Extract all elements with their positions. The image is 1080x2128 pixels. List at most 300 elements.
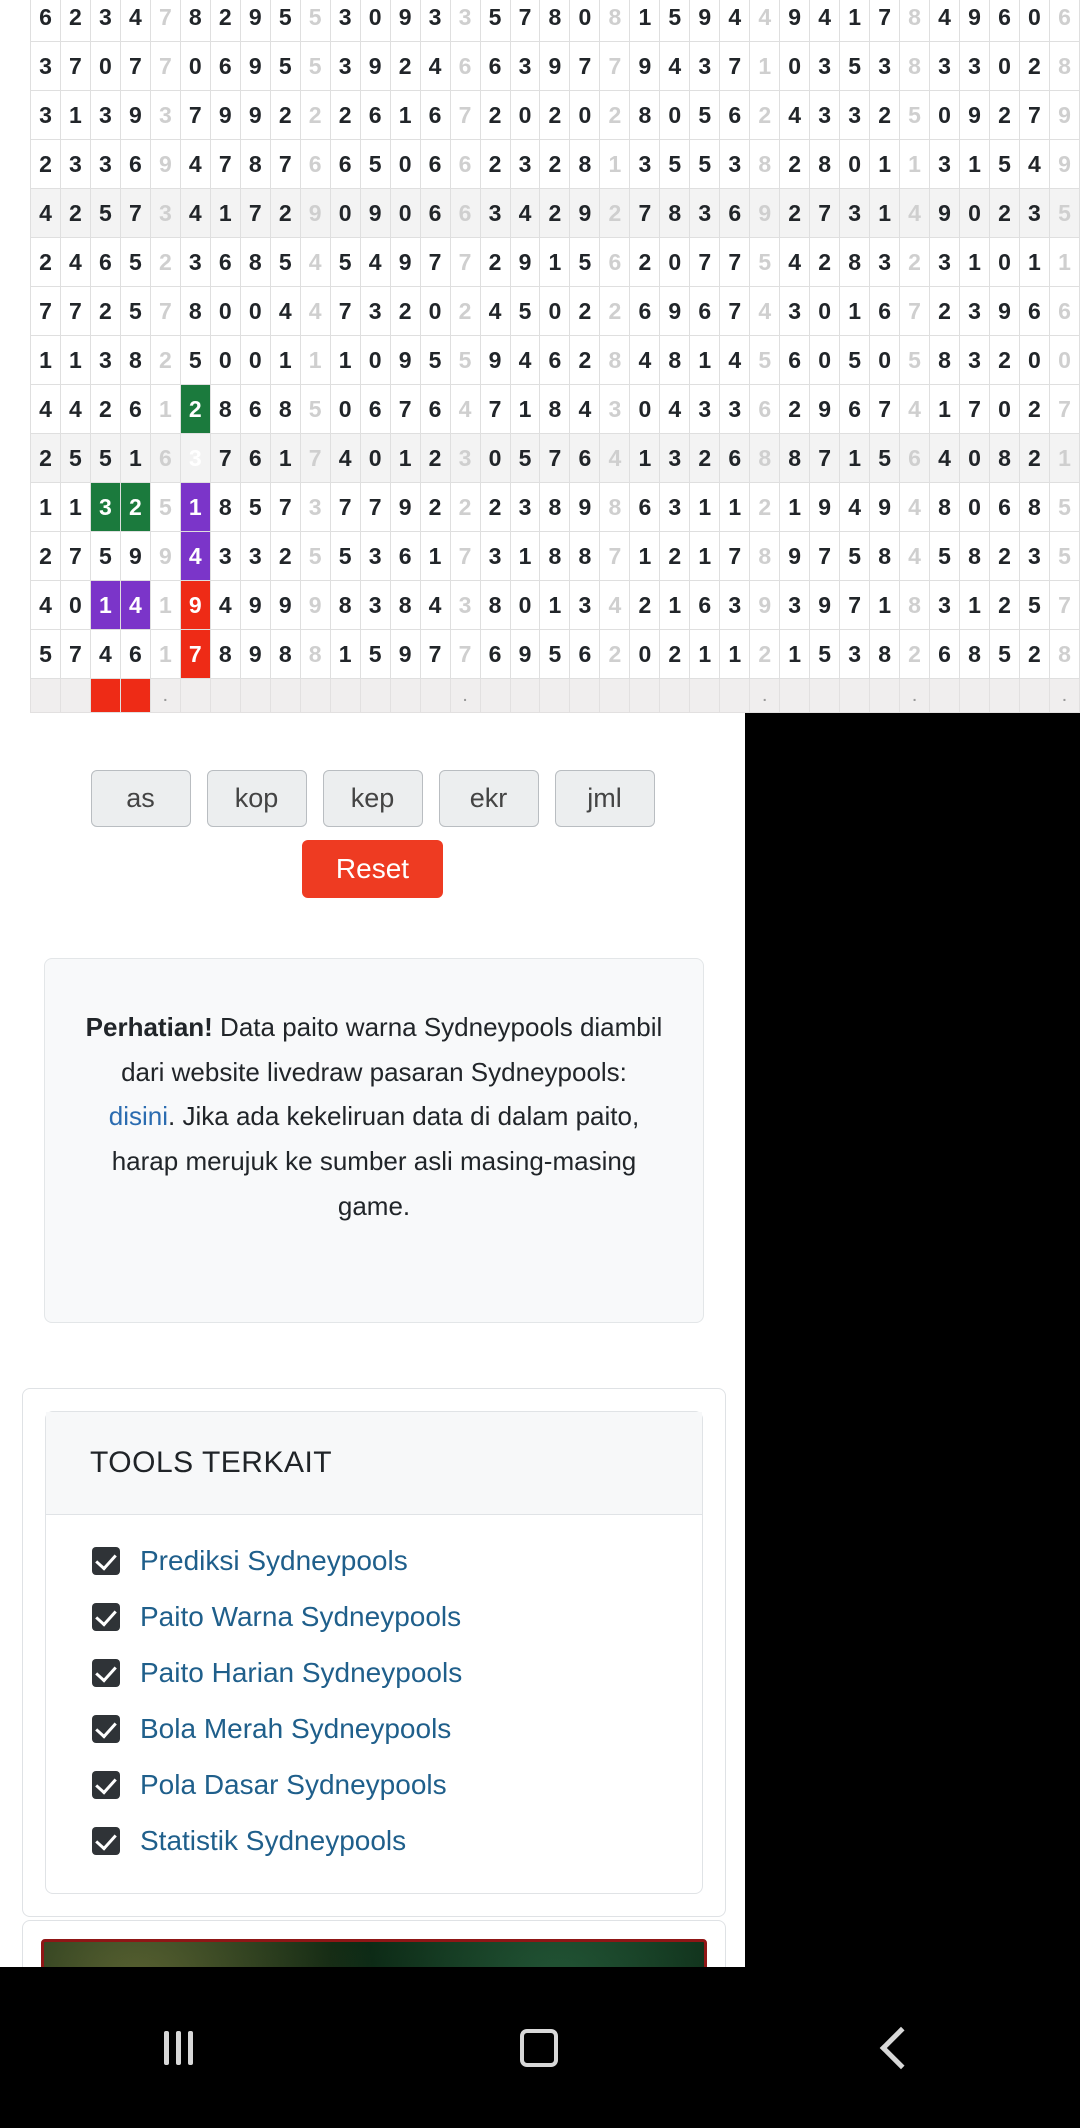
paito-cell[interactable]: 3 [420,0,450,42]
paito-cell[interactable]: 6 [240,385,270,434]
paito-cell[interactable]: 3 [720,581,750,630]
paito-cell[interactable]: 1 [930,385,960,434]
paito-cell[interactable] [990,679,1020,713]
paito-cell[interactable]: 2 [1019,630,1049,679]
paito-cell[interactable] [960,679,990,713]
paito-cell[interactable] [630,679,660,713]
paito-cell[interactable]: 4 [60,385,90,434]
paito-cell[interactable]: 9 [120,532,150,581]
paito-cell[interactable]: 7 [31,287,61,336]
paito-cell[interactable] [60,679,90,713]
paito-cell[interactable]: 5 [510,287,540,336]
paito-cell[interactable]: 3 [960,287,990,336]
paito-cell[interactable] [930,679,960,713]
paito-cell[interactable]: 0 [630,385,660,434]
paito-cell[interactable]: 0 [180,42,210,91]
paito-cell[interactable]: 1 [540,238,570,287]
paito-cell[interactable]: 6 [570,434,600,483]
paito-cell[interactable]: 5 [300,0,330,42]
paito-cell[interactable]: 9 [390,0,420,42]
paito-table-container[interactable] [30,0,1080,713]
paito-cell[interactable]: 4 [450,385,480,434]
paito-cell[interactable]: 9 [570,483,600,532]
paito-cell[interactable]: 6 [990,483,1020,532]
tool-list-item[interactable] [46,1533,702,1589]
paito-cell[interactable]: 1 [870,140,900,189]
paito-cell[interactable]: 3 [930,42,960,91]
paito-cell[interactable]: 2 [930,287,960,336]
paito-cell[interactable]: 2 [780,189,810,238]
paito-cell[interactable]: 9 [510,238,540,287]
paito-cell[interactable]: 5 [360,140,390,189]
paito-cell[interactable]: 0 [960,189,990,238]
paito-cell[interactable]: 8 [270,385,300,434]
paito-cell[interactable]: 6 [210,42,240,91]
paito-cell[interactable]: 6 [480,630,510,679]
paito-cell[interactable]: 0 [570,0,600,42]
paito-cell[interactable]: 7 [1019,91,1049,140]
paito-cell[interactable]: 4 [480,287,510,336]
paito-cell[interactable]: 3 [720,140,750,189]
paito-cell[interactable]: 5 [900,336,930,385]
paito-cell[interactable]: 5 [750,238,780,287]
paito-cell[interactable]: 5 [300,532,330,581]
paito-cell[interactable]: 4 [510,336,540,385]
paito-cell[interactable]: 6 [120,630,150,679]
paito-cell[interactable]: 8 [900,42,930,91]
paito-cell[interactable]: 3 [870,238,900,287]
paito-cell[interactable]: 7 [900,287,930,336]
paito-cell[interactable]: 9 [510,630,540,679]
paito-cell[interactable]: 8 [810,140,840,189]
paito-cell[interactable]: 9 [240,91,270,140]
paito-cell[interactable]: 6 [1049,287,1079,336]
paito-cell[interactable]: 6 [330,140,360,189]
paito-cell[interactable] [180,679,210,713]
paito-cell[interactable]: 4 [180,140,210,189]
paito-cell[interactable]: 7 [720,238,750,287]
paito-cell[interactable]: 6 [120,385,150,434]
paito-cell[interactable]: 1 [150,630,180,679]
paito-cell[interactable]: 3 [510,483,540,532]
paito-cell[interactable]: 3 [690,189,720,238]
paito-cell[interactable]: 1 [270,336,300,385]
paito-cell[interactable]: 1 [180,483,210,532]
paito-cell[interactable]: 0 [660,238,690,287]
paito-cell[interactable]: 5 [300,42,330,91]
paito-cell[interactable]: 9 [240,0,270,42]
paito-cell[interactable]: 2 [600,630,630,679]
paito-cell[interactable]: 6 [450,189,480,238]
paito-cell[interactable]: 8 [240,140,270,189]
paito-cell[interactable]: 9 [990,287,1020,336]
paito-cell[interactable]: 3 [510,140,540,189]
paito-cell[interactable]: 9 [480,336,510,385]
tool-list-item[interactable] [46,1813,702,1869]
paito-cell[interactable]: 4 [600,581,630,630]
paito-cell[interactable]: 8 [1019,483,1049,532]
paito-cell[interactable]: 6 [90,238,120,287]
paito-cell[interactable]: 2 [990,189,1020,238]
paito-cell[interactable]: 7 [120,42,150,91]
paito-cell[interactable]: 7 [390,385,420,434]
paito-cell[interactable]: 1 [780,483,810,532]
paito-cell[interactable]: 9 [180,581,210,630]
paito-cell[interactable]: 4 [900,189,930,238]
paito-cell[interactable]: 2 [540,189,570,238]
paito-cell[interactable]: 8 [570,140,600,189]
paito-cell[interactable]: 0 [840,140,870,189]
paito-cell[interactable]: 1 [630,0,660,42]
paito-cell[interactable]: 2 [900,238,930,287]
paito-cell[interactable]: 0 [390,140,420,189]
paito-cell[interactable]: 2 [990,336,1020,385]
paito-cell[interactable]: 5 [1049,483,1079,532]
paito-cell[interactable]: 6 [930,630,960,679]
paito-cell[interactable]: 2 [450,483,480,532]
paito-cell[interactable]: 9 [300,581,330,630]
paito-cell[interactable]: 9 [1049,140,1079,189]
paito-cell[interactable]: 9 [150,532,180,581]
paito-cell[interactable]: 4 [900,483,930,532]
paito-cell[interactable]: 9 [540,42,570,91]
paito-cell[interactable]: 2 [300,91,330,140]
paito-cell[interactable]: 8 [330,581,360,630]
paito-cell[interactable]: 5 [31,630,61,679]
paito-cell[interactable]: 2 [630,581,660,630]
paito-cell[interactable] [510,679,540,713]
paito-cell[interactable]: 1 [960,238,990,287]
paito-cell[interactable]: 5 [660,0,690,42]
paito-cell[interactable]: 0 [360,0,390,42]
paito-cell[interactable]: 7 [270,483,300,532]
paito-cell[interactable]: 0 [810,287,840,336]
paito-cell[interactable]: 6 [240,434,270,483]
paito-cell[interactable]: 1 [690,336,720,385]
paito-cell[interactable]: 4 [300,238,330,287]
paito-cell[interactable]: 1 [1019,238,1049,287]
paito-cell[interactable]: 4 [300,287,330,336]
paito-cell[interactable]: 7 [300,434,330,483]
paito-cell[interactable]: 1 [900,140,930,189]
paito-cell[interactable]: 8 [840,238,870,287]
paito-cell[interactable]: 9 [360,42,390,91]
paito-cell[interactable]: 8 [780,434,810,483]
paito-cell[interactable] [540,679,570,713]
filter-button-ekr[interactable]: ekr [439,770,539,827]
paito-cell[interactable]: 3 [90,140,120,189]
paito-cell[interactable]: 5 [450,336,480,385]
paito-cell[interactable]: 9 [270,581,300,630]
paito-cell[interactable]: 4 [780,91,810,140]
paito-cell[interactable]: 9 [120,91,150,140]
paito-cell[interactable]: 2 [660,630,690,679]
paito-cell[interactable]: 0 [360,336,390,385]
paito-cell[interactable]: 5 [990,140,1020,189]
paito-cell[interactable]: 7 [840,581,870,630]
paito-cell[interactable]: 0 [540,287,570,336]
paito-cell[interactable]: 3 [600,385,630,434]
paito-cell[interactable]: 5 [690,91,720,140]
paito-cell[interactable]: 2 [600,287,630,336]
paito-cell[interactable]: 3 [960,336,990,385]
paito-cell[interactable]: 4 [900,532,930,581]
paito-cell[interactable]: 2 [480,483,510,532]
paito-cell[interactable]: 6 [630,287,660,336]
paito-cell[interactable]: 1 [540,581,570,630]
paito-cell[interactable]: 8 [870,630,900,679]
tool-link[interactable]: Pola Dasar Sydneypools [140,1769,447,1800]
paito-cell[interactable]: 5 [270,0,300,42]
paito-cell[interactable]: 0 [960,434,990,483]
paito-cell[interactable]: 6 [720,91,750,140]
paito-cell[interactable]: 8 [540,532,570,581]
paito-cell[interactable]: 5 [900,91,930,140]
paito-cell[interactable]: 4 [900,385,930,434]
paito-cell[interactable]: 7 [450,91,480,140]
paito-cell[interactable]: 8 [930,483,960,532]
paito-cell[interactable]: 2 [870,91,900,140]
paito-cell[interactable]: 8 [540,385,570,434]
paito-cell[interactable]: 9 [1049,91,1079,140]
paito-cell[interactable]: 6 [360,91,390,140]
paito-cell[interactable] [390,679,420,713]
paito-cell[interactable]: 8 [870,532,900,581]
paito-cell[interactable]: 6 [420,91,450,140]
paito-cell[interactable]: 6 [420,140,450,189]
paito-cell[interactable]: 2 [90,287,120,336]
paito-cell[interactable]: 4 [780,238,810,287]
paito-cell[interactable]: 0 [1019,0,1049,42]
paito-cell[interactable]: 3 [960,42,990,91]
paito-cell[interactable]: 7 [870,385,900,434]
paito-cell[interactable]: 5 [870,434,900,483]
paito-cell[interactable]: 2 [600,91,630,140]
paito-cell[interactable]: 7 [60,532,90,581]
paito-cell[interactable]: 0 [390,189,420,238]
paito-cell[interactable]: 1 [60,91,90,140]
paito-cell[interactable]: 5 [90,189,120,238]
paito-cell[interactable]: 1 [840,434,870,483]
paito-cell[interactable]: 7 [870,0,900,42]
paito-cell[interactable]: 3 [480,189,510,238]
paito-cell[interactable]: 2 [31,238,61,287]
paito-cell[interactable] [600,679,630,713]
paito-cell[interactable]: 6 [630,483,660,532]
paito-cell[interactable]: 9 [240,42,270,91]
paito-cell[interactable] [870,679,900,713]
paito-cell[interactable]: 3 [660,434,690,483]
paito-cell[interactable]: 2 [1019,42,1049,91]
tool-list-item[interactable] [46,1589,702,1645]
paito-cell[interactable]: 6 [420,189,450,238]
paito-cell[interactable]: 0 [330,189,360,238]
paito-cell[interactable]: 7 [450,238,480,287]
paito-cell[interactable]: 3 [810,91,840,140]
paito-cell[interactable]: 1 [720,483,750,532]
paito-cell[interactable]: 2 [1019,385,1049,434]
paito-cell[interactable]: 6 [900,434,930,483]
paito-cell[interactable]: 7 [420,630,450,679]
paito-cell[interactable]: 1 [1049,238,1079,287]
paito-cell[interactable]: 5 [330,238,360,287]
paito-cell[interactable]: 0 [90,42,120,91]
paito-cell[interactable]: 8 [600,336,630,385]
paito-cell[interactable]: 5 [120,238,150,287]
paito-cell[interactable]: 5 [420,336,450,385]
paito-cell[interactable]: 4 [210,581,240,630]
paito-cell[interactable]: 2 [570,287,600,336]
paito-cell[interactable]: 4 [510,189,540,238]
paito-cell[interactable]: 6 [390,532,420,581]
paito-cell[interactable]: 3 [1019,532,1049,581]
paito-cell[interactable]: 6 [360,385,390,434]
paito-cell[interactable]: 5 [690,140,720,189]
paito-cell[interactable]: . [900,679,930,713]
paito-cell[interactable]: 4 [180,189,210,238]
paito-cell[interactable]: 6 [720,434,750,483]
paito-cell[interactable] [420,679,450,713]
paito-cell[interactable]: 3 [930,581,960,630]
paito-cell[interactable]: 1 [390,434,420,483]
paito-cell[interactable]: 7 [240,189,270,238]
filter-button-jml[interactable]: jml [555,770,655,827]
paito-cell[interactable]: 4 [420,42,450,91]
paito-cell[interactable]: 0 [60,581,90,630]
paito-cell[interactable]: 6 [1049,0,1079,42]
home-icon[interactable] [520,2029,558,2067]
paito-cell[interactable]: 9 [150,140,180,189]
paito-cell[interactable]: 1 [660,581,690,630]
paito-cell[interactable] [660,679,690,713]
paito-cell[interactable]: 8 [240,238,270,287]
paito-cell[interactable]: 2 [1019,434,1049,483]
paito-cell[interactable]: 7 [600,42,630,91]
paito-cell[interactable]: 5 [540,630,570,679]
paito-cell[interactable]: 2 [420,434,450,483]
paito-cell[interactable]: 5 [270,42,300,91]
paito-cell[interactable] [240,679,270,713]
paito-cell[interactable]: 0 [660,91,690,140]
paito-cell[interactable]: . [150,679,180,713]
paito-cell[interactable]: 2 [480,91,510,140]
paito-cell[interactable]: 6 [120,140,150,189]
paito-cell[interactable]: 7 [330,483,360,532]
paito-cell[interactable] [300,679,330,713]
paito-cell[interactable]: 4 [60,238,90,287]
paito-cell[interactable]: 2 [750,91,780,140]
paito-cell[interactable]: 5 [1019,581,1049,630]
paito-cell[interactable]: 7 [570,42,600,91]
paito-cell[interactable]: 6 [450,140,480,189]
paito-cell[interactable]: 3 [480,532,510,581]
paito-cell[interactable]: 3 [840,630,870,679]
paito-cell[interactable]: 6 [480,42,510,91]
paito-cell[interactable]: 4 [120,581,150,630]
paito-cell[interactable]: 1 [690,483,720,532]
paito-cell[interactable]: 2 [270,91,300,140]
filter-button-as[interactable]: as [91,770,191,827]
paito-cell[interactable]: 1 [60,336,90,385]
paito-cell[interactable]: 8 [480,581,510,630]
paito-cell[interactable]: . [450,679,480,713]
paito-cell[interactable]: 4 [840,483,870,532]
paito-cell[interactable]: 3 [90,336,120,385]
paito-cell[interactable]: 4 [330,434,360,483]
paito-cell[interactable]: 9 [780,532,810,581]
paito-cell[interactable]: 7 [690,238,720,287]
paito-cell[interactable]: 2 [600,189,630,238]
paito-cell[interactable]: 7 [960,385,990,434]
paito-cell[interactable]: 0 [510,91,540,140]
paito-cell[interactable]: 9 [750,581,780,630]
filter-button-kep[interactable]: kep [323,770,423,827]
paito-cell[interactable]: 8 [210,630,240,679]
paito-cell[interactable]: 2 [31,434,61,483]
paito-cell[interactable]: 7 [60,630,90,679]
paito-cell[interactable]: 6 [690,581,720,630]
paito-cell[interactable]: 3 [31,91,61,140]
paito-cell[interactable]: 8 [600,483,630,532]
paito-cell[interactable]: 6 [600,238,630,287]
paito-cell[interactable]: 3 [450,581,480,630]
paito-cell[interactable]: 3 [660,483,690,532]
paito-cell[interactable] [570,679,600,713]
paito-cell[interactable]: 8 [210,483,240,532]
paito-cell[interactable]: 0 [210,287,240,336]
paito-cell[interactable]: 1 [750,42,780,91]
paito-cell[interactable]: 6 [690,287,720,336]
paito-cell[interactable]: 3 [60,140,90,189]
paito-cell[interactable]: 2 [990,532,1020,581]
tool-list-item[interactable] [46,1701,702,1757]
paito-cell[interactable]: 2 [270,189,300,238]
paito-cell[interactable]: 1 [31,483,61,532]
paito-cell[interactable] [330,679,360,713]
paito-cell[interactable]: 0 [210,336,240,385]
paito-cell[interactable]: 1 [1049,434,1079,483]
paito-cell[interactable]: 3 [930,238,960,287]
paito-cell[interactable]: 0 [990,385,1020,434]
paito-cell[interactable]: 2 [450,287,480,336]
paito-cell[interactable]: 2 [750,630,780,679]
reset-button[interactable]: Reset [302,840,443,898]
paito-cell[interactable]: 5 [510,434,540,483]
paito-cell[interactable]: 6 [990,0,1020,42]
paito-cell[interactable]: 8 [750,140,780,189]
paito-cell[interactable]: 1 [690,532,720,581]
paito-cell[interactable]: 0 [990,42,1020,91]
paito-cell[interactable]: 0 [360,434,390,483]
paito-cell[interactable]: 3 [90,0,120,42]
paito-cell[interactable]: 4 [600,434,630,483]
paito-cell[interactable] [210,679,240,713]
paito-cell[interactable]: 3 [1019,189,1049,238]
paito-cell[interactable]: 4 [120,0,150,42]
paito-cell[interactable]: 7 [210,434,240,483]
paito-cell[interactable]: 0 [240,287,270,336]
paito-cell[interactable]: 1 [720,630,750,679]
paito-cell[interactable]: 6 [840,385,870,434]
paito-cell[interactable]: 9 [960,91,990,140]
paito-cell[interactable]: 5 [750,336,780,385]
paito-cell[interactable]: 8 [900,581,930,630]
paito-cell[interactable]: 6 [540,336,570,385]
paito-cell[interactable]: 7 [450,630,480,679]
paito-cell[interactable]: . [750,679,780,713]
paito-cell[interactable]: 3 [780,581,810,630]
paito-cell[interactable]: 5 [1049,189,1079,238]
